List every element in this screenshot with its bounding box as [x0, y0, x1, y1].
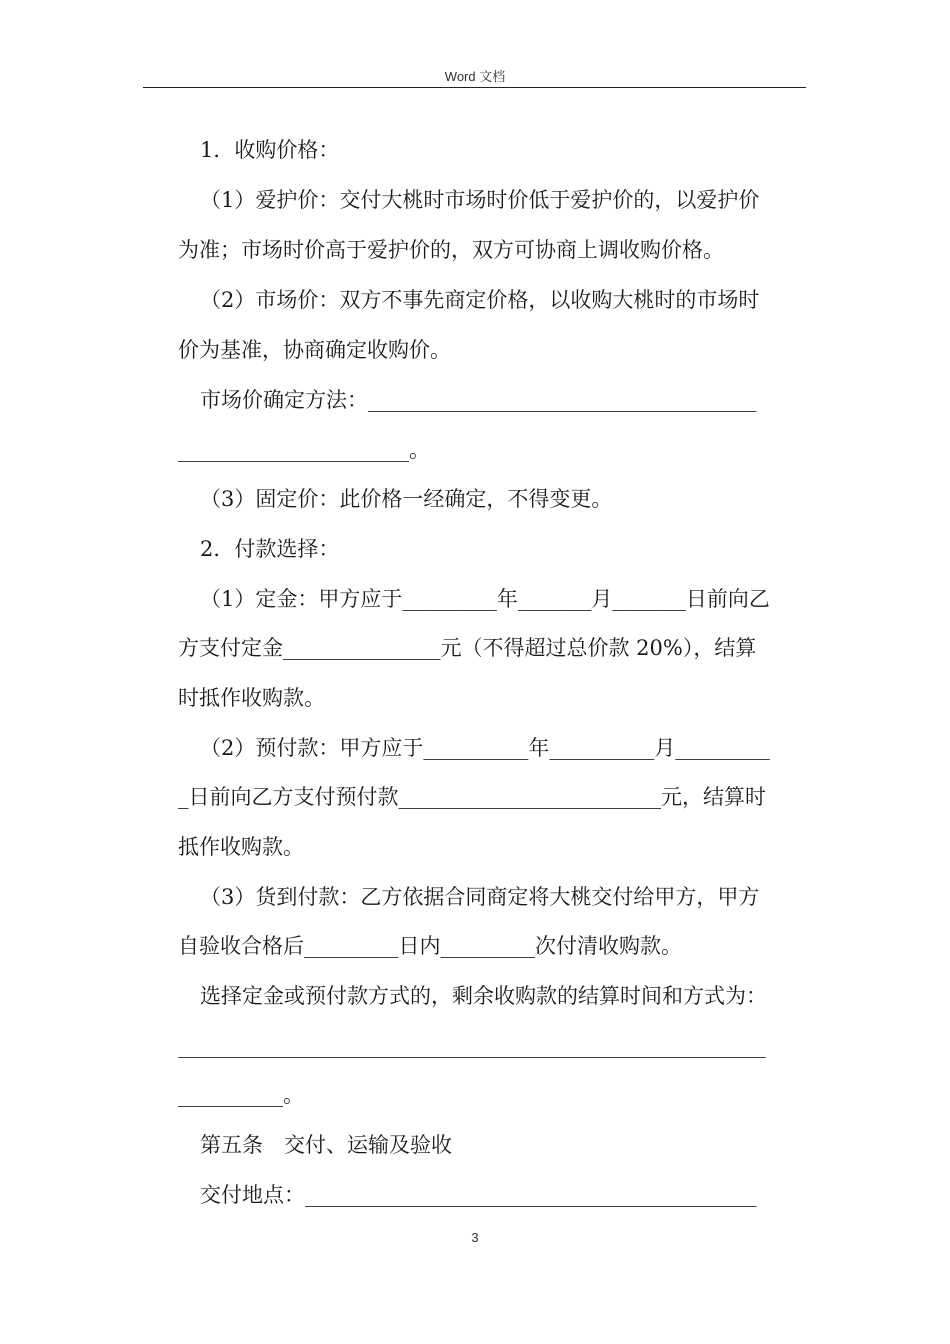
doc-line: 价为基准，协商确定收购价。 [178, 338, 451, 362]
doc-line: 自验收合格后_________日内_________次付清收购款。 [178, 934, 682, 958]
doc-line: 抵作收购款。 [178, 835, 304, 859]
doc-line: 为准；市场时价高于爱护价的，双方可协商上调收购价格。 [178, 238, 724, 262]
doc-line: 交付地点：___________________________________________ [200, 1183, 757, 1207]
doc-line: 2．付款选择： [200, 537, 340, 561]
doc-line: 方支付定金_______________元（不得超过总价款 20%），结算 [178, 636, 757, 660]
doc-line: （2）预付款：甲方应于__________年__________月_________ [200, 736, 770, 760]
doc-line: （1）定金：甲方应于_________年_______月_______日前向乙 [200, 587, 770, 611]
doc-line: （3）固定价：此价格一经确定，不得变更。 [200, 487, 613, 511]
section-heading: 第五条 交付、运输及验收 [200, 1133, 452, 1157]
page-number: 3 [471, 1230, 479, 1245]
doc-line: （2）市场价：双方不事先商定价格，以收购大桃时的市场时 [200, 288, 760, 312]
doc-line: （3）货到付款：乙方依据合同商定将大桃交付给甲方，甲方 [200, 885, 760, 909]
doc-line: ______________________。 [178, 438, 430, 462]
doc-line: （1）爱护价：交付大桃时市场时价低于爱护价的，以爱护价 [200, 188, 760, 212]
doc-line: 时抵作收购款。 [178, 686, 325, 710]
doc-line: 选择定金或预付款方式的，剩余收购款的结算时间和方式为： [200, 984, 767, 1008]
doc-line: 市场价确定方法：_____________________________________ [200, 388, 757, 412]
doc-line: _日前向乙方支付预付款_________________________元，结算时 [178, 785, 766, 809]
doc-line: 1．收购价格： [200, 138, 340, 162]
page-header-title: Word 文档 [444, 69, 506, 84]
doc-line: ________________________________________________________ [178, 1034, 766, 1058]
header-divider [143, 87, 806, 88]
doc-line: __________。 [178, 1083, 304, 1107]
